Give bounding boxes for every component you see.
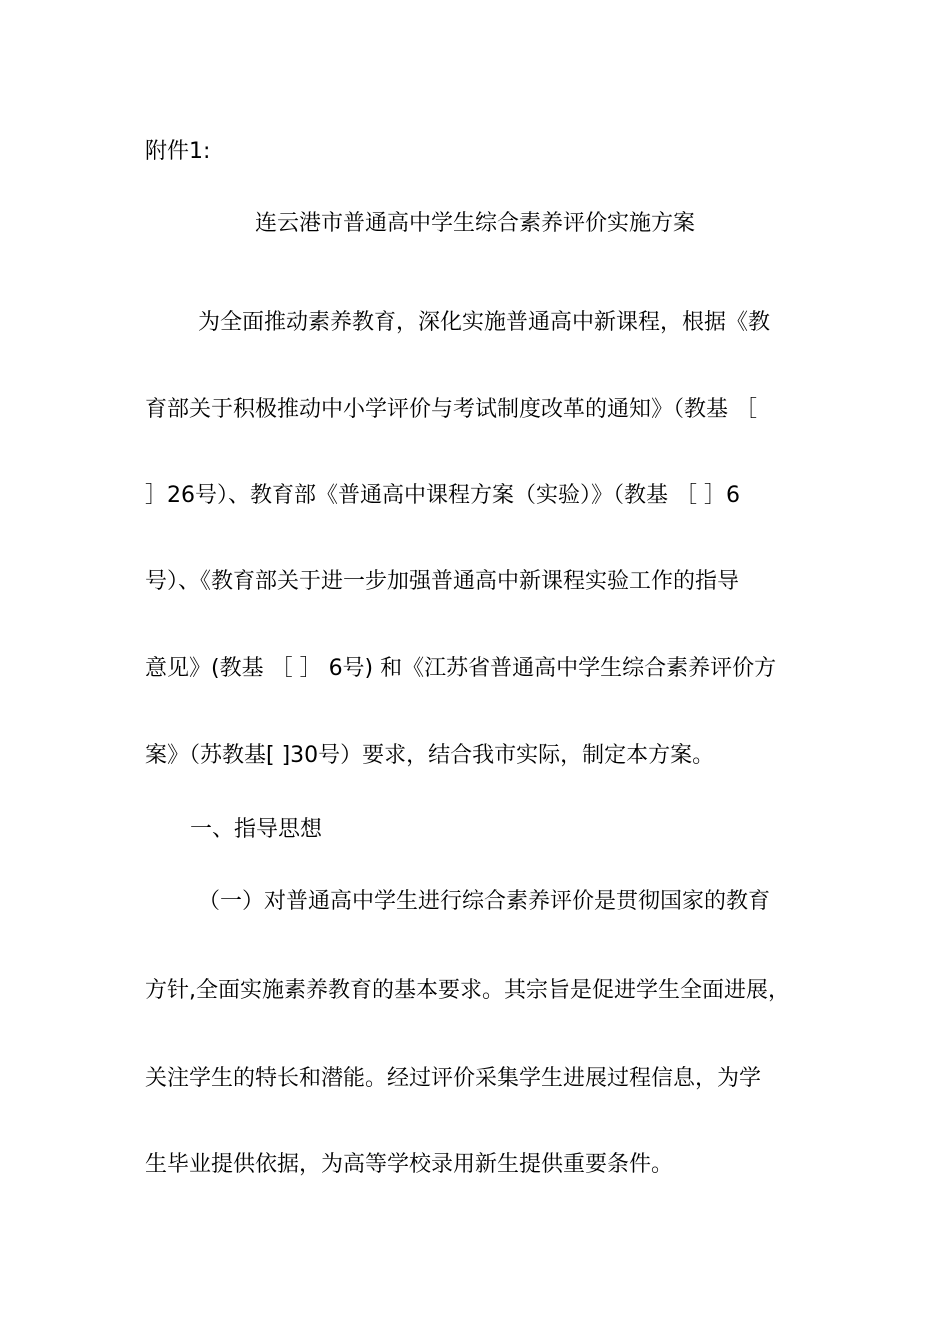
- intro-line-2: 育部关于积极推动中小学评价与考试制度改革的通知》（教基 ［: [145, 397, 757, 422]
- intro-line-4: 号）、《教育部关于进一步加强普通高中新课程实验工作的指导: [145, 569, 740, 594]
- point1-line-4: 生毕业提供依据，为高等学校录用新生提供重要条件。: [145, 1152, 674, 1177]
- attachment-label: 附件1:: [145, 139, 211, 164]
- intro-line-3: ］26号）、教育部《普通高中课程方案（实验）》（教基 ［ ］6: [145, 483, 740, 508]
- document-title: 连云港市普通高中学生综合素养评价实施方案: [254, 211, 695, 236]
- intro-line-1: 为全面推动素养教育，深化实施普通高中新课程，根据《教: [198, 310, 771, 335]
- intro-line-6: 案》（苏教基[ ]30号）要求，结合我市实际，制定本方案。: [145, 743, 715, 768]
- intro-line-5: 意见》(教基 ［ ］ 6号) 和《江苏省普通高中学生综合素养评价方: [145, 656, 777, 681]
- point1-line-3: 关注学生的特长和潜能。经过评价采集学生进展过程信息，为学: [145, 1066, 762, 1091]
- point1-line-1: （一）对普通高中学生进行综合素养评价是贯彻国家的教育: [198, 889, 771, 914]
- section-heading: 一、指导思想: [190, 817, 323, 842]
- point1-line-2: 方针,全面实施素养教育的基本要求。其宗旨是促进学生全面进展，: [145, 978, 790, 1003]
